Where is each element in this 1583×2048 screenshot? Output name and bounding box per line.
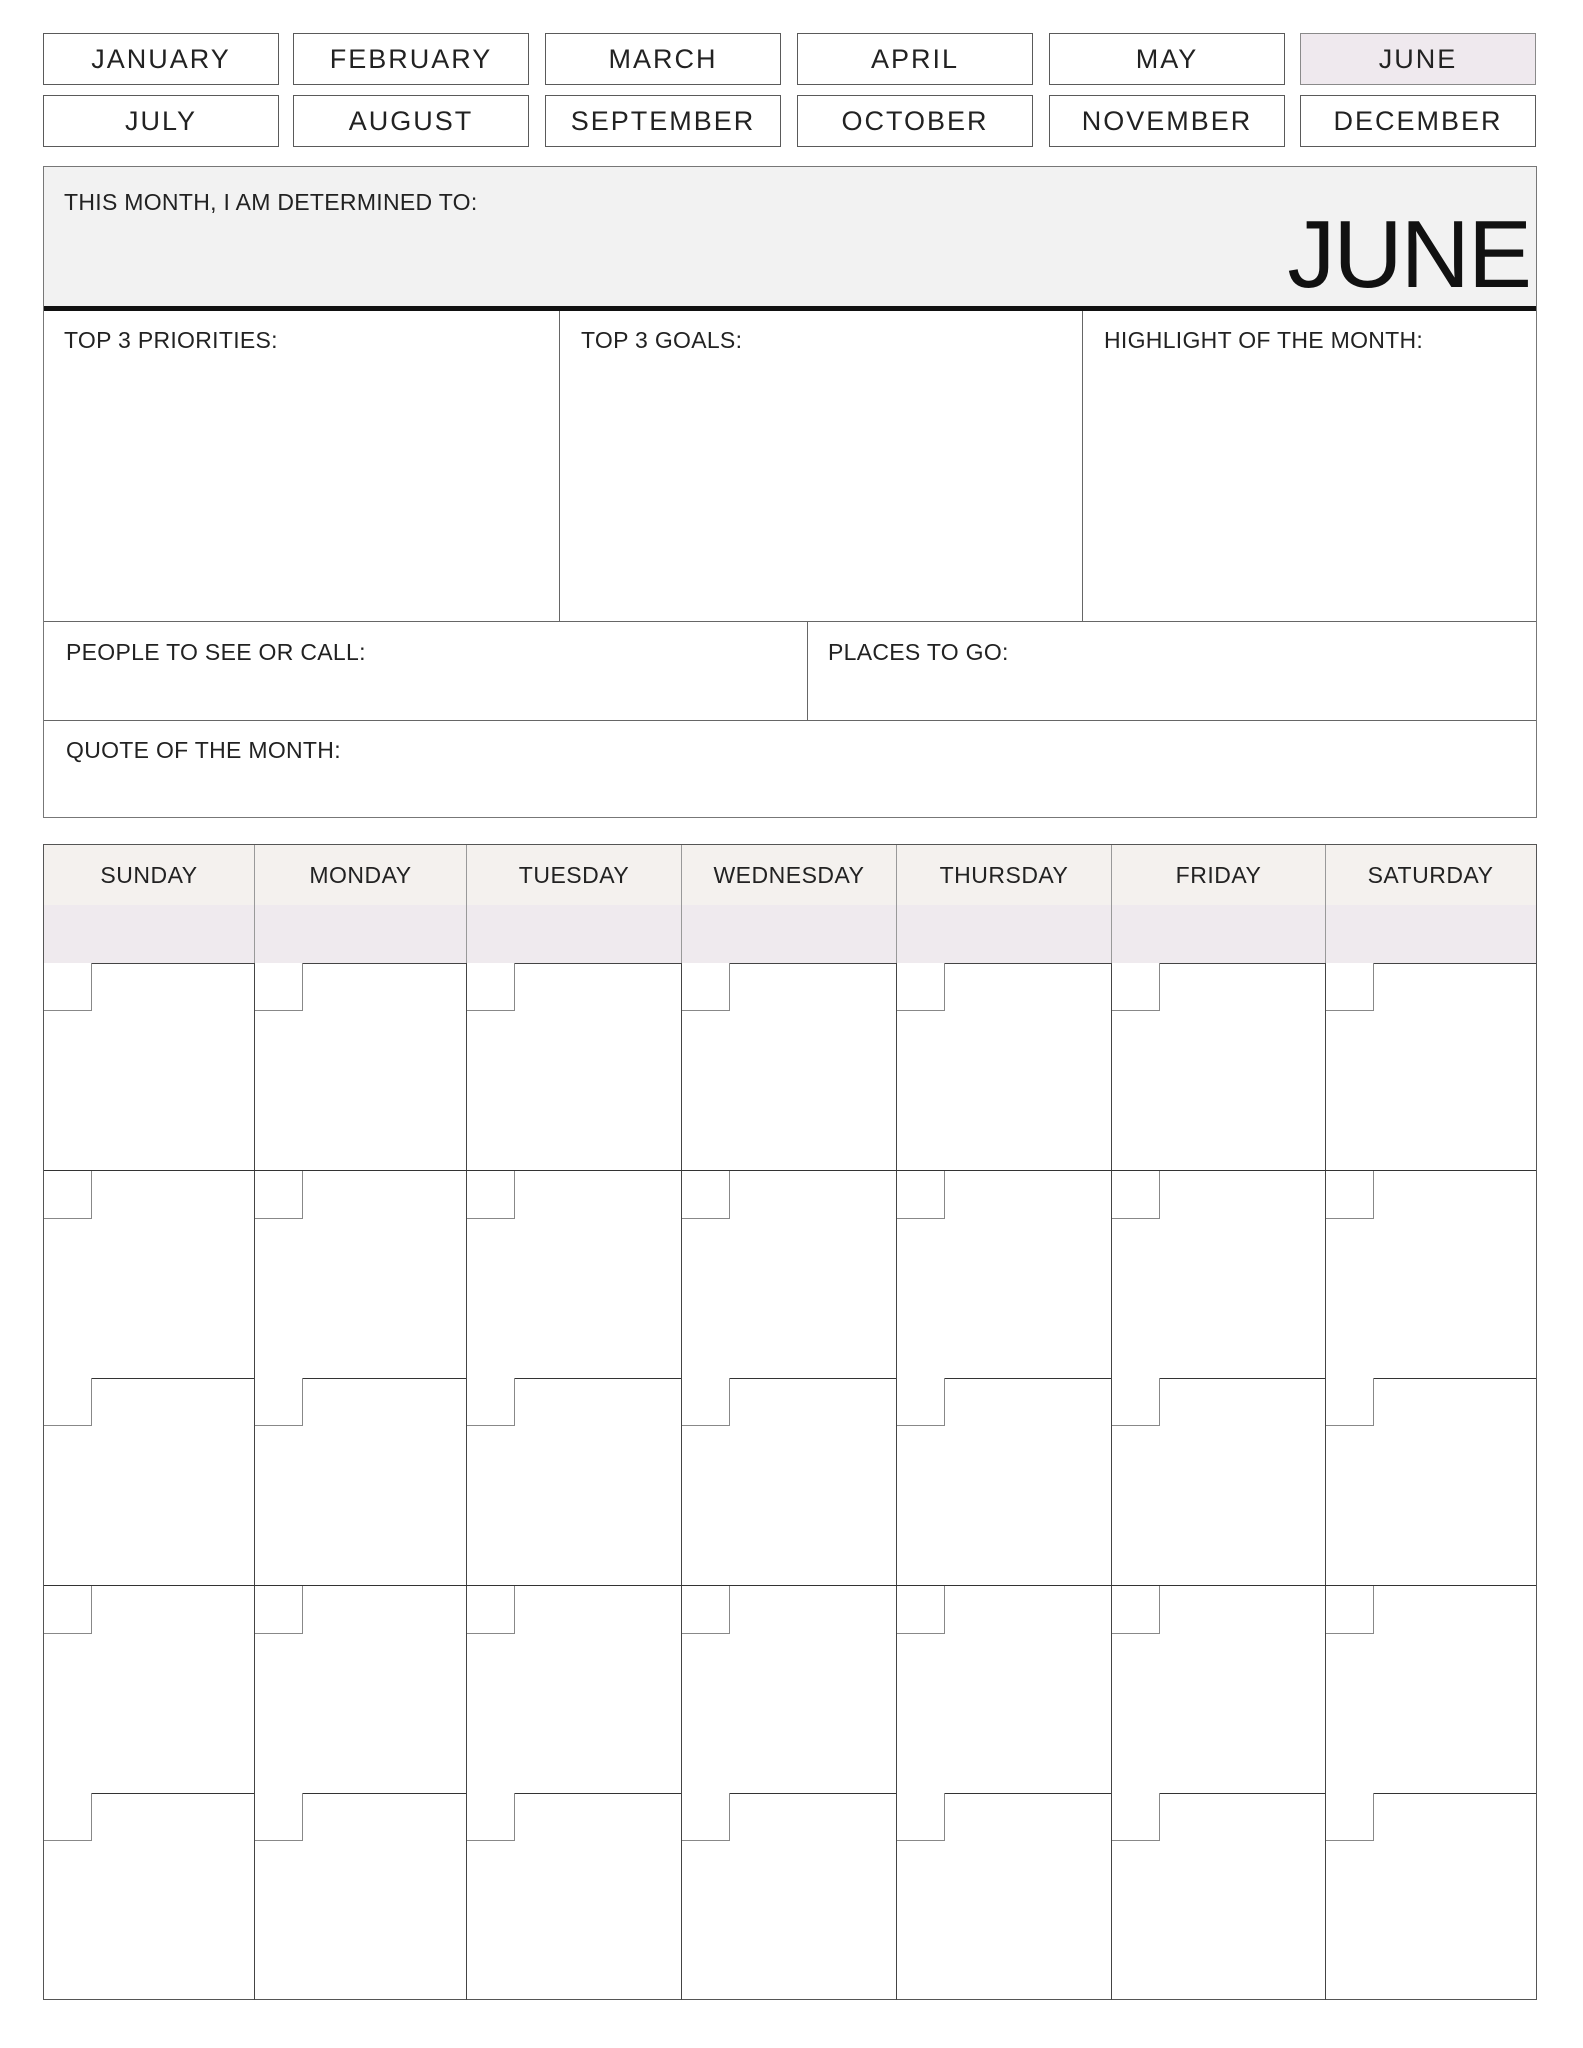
calendar-week-row xyxy=(44,1793,1536,2000)
day-cell[interactable] xyxy=(1326,1171,1535,1378)
month-tab-december[interactable]: DECEMBER xyxy=(1300,95,1536,147)
month-tab-february[interactable]: FEBRUARY xyxy=(293,33,529,85)
date-number-box[interactable] xyxy=(255,1586,303,1634)
date-number-box[interactable] xyxy=(897,1793,945,1841)
day-cell[interactable] xyxy=(44,1171,255,1378)
date-number-box[interactable] xyxy=(682,1378,730,1426)
date-number-box[interactable] xyxy=(44,1586,92,1634)
date-number-box[interactable] xyxy=(1326,963,1374,1011)
date-number-box[interactable] xyxy=(44,1378,92,1426)
shade-cell xyxy=(255,905,467,963)
month-tab-april[interactable]: APRIL xyxy=(797,33,1033,85)
date-number-box[interactable] xyxy=(682,1586,730,1634)
day-cell[interactable] xyxy=(44,1793,255,2000)
date-number-box[interactable] xyxy=(467,1793,515,1841)
shade-cell xyxy=(44,905,255,963)
day-cell[interactable] xyxy=(1112,963,1326,1170)
month-tab-august[interactable]: AUGUST xyxy=(293,95,529,147)
date-number-box[interactable] xyxy=(1112,1171,1160,1219)
divider xyxy=(1082,311,1083,621)
date-number-box[interactable] xyxy=(255,963,303,1011)
day-cell[interactable] xyxy=(467,1171,682,1378)
day-cell[interactable] xyxy=(1326,1793,1535,2000)
date-number-box[interactable] xyxy=(682,1171,730,1219)
day-cell[interactable] xyxy=(1112,1586,1326,1793)
calendar-grid xyxy=(43,844,1537,2000)
people-label: PEOPLE TO SEE OR CALL: xyxy=(66,639,366,665)
date-number-box[interactable] xyxy=(255,1378,303,1426)
month-title: JUNE xyxy=(1287,201,1530,308)
weekday-sunday: SUNDAY xyxy=(44,845,255,905)
shade-cell xyxy=(897,905,1112,963)
calendar-week-row xyxy=(44,1586,1536,1794)
day-cell[interactable] xyxy=(897,1378,1112,1585)
priorities-label: TOP 3 PRIORITIES: xyxy=(64,327,278,353)
divider xyxy=(44,720,1536,721)
day-cell[interactable] xyxy=(44,1586,255,1793)
determined-section[interactable] xyxy=(44,167,1536,311)
month-tab-november[interactable]: NOVEMBER xyxy=(1049,95,1285,147)
date-number-box[interactable] xyxy=(44,1171,92,1219)
weekday-tuesday: TUESDAY xyxy=(467,845,682,905)
date-number-box[interactable] xyxy=(1112,1793,1160,1841)
highlight-label: HIGHLIGHT OF THE MONTH: xyxy=(1104,327,1424,353)
weekday-saturday: SATURDAY xyxy=(1367,861,1494,888)
date-number-box[interactable] xyxy=(44,963,92,1011)
day-cell[interactable] xyxy=(1112,1171,1326,1378)
day-cell[interactable] xyxy=(255,1586,467,1793)
day-cell[interactable] xyxy=(467,1586,682,1793)
month-tab-march[interactable]: MARCH xyxy=(545,33,781,85)
weekday-thursday: THURSDAY xyxy=(897,845,1112,905)
date-number-box[interactable] xyxy=(897,963,945,1011)
day-cell[interactable] xyxy=(255,1378,467,1585)
date-number-box[interactable] xyxy=(1112,1378,1160,1426)
day-cell[interactable] xyxy=(897,1586,1112,1793)
day-cell[interactable] xyxy=(255,1171,467,1378)
date-number-box[interactable] xyxy=(255,1793,303,1841)
goals-label: TOP 3 GOALS: xyxy=(581,327,743,353)
weekday-friday: FRIDAY xyxy=(1112,845,1326,905)
day-cell[interactable] xyxy=(897,1793,1112,2000)
calendar-week-row xyxy=(44,1378,1536,1586)
day-cell[interactable] xyxy=(682,1586,897,1793)
determined-label: THIS MONTH, I AM DETERMINED TO: xyxy=(64,189,478,215)
day-cell[interactable] xyxy=(897,1171,1112,1378)
date-number-box[interactable] xyxy=(467,963,515,1011)
date-number-box[interactable] xyxy=(1326,1586,1374,1634)
day-cell[interactable] xyxy=(467,963,682,1170)
day-cell[interactable] xyxy=(467,1378,682,1585)
day-cell[interactable] xyxy=(44,1378,255,1585)
weekday-header-row xyxy=(44,845,1536,906)
date-number-box[interactable] xyxy=(897,1171,945,1219)
month-tab-september[interactable]: SEPTEMBER xyxy=(545,95,781,147)
date-number-box[interactable] xyxy=(467,1586,515,1634)
shade-cell xyxy=(682,905,897,963)
shade-cell xyxy=(1326,905,1535,963)
date-number-box[interactable] xyxy=(1326,1793,1374,1841)
day-cell[interactable] xyxy=(1326,963,1535,1170)
day-cell[interactable] xyxy=(682,1171,897,1378)
month-tabs xyxy=(43,33,1536,149)
day-cell[interactable] xyxy=(255,963,467,1170)
day-cell[interactable] xyxy=(467,1793,682,2000)
shade-cell xyxy=(1112,905,1326,963)
date-number-box[interactable] xyxy=(255,1171,303,1219)
day-cell[interactable] xyxy=(1326,1586,1535,1793)
month-tab-june[interactable]: JUNE xyxy=(1300,33,1536,85)
divider xyxy=(559,311,560,621)
date-number-box[interactable] xyxy=(897,1586,945,1634)
calendar-week-row xyxy=(44,1171,1536,1379)
date-number-box[interactable] xyxy=(44,1793,92,1841)
calendar-week-row xyxy=(44,963,1536,1171)
day-cell[interactable] xyxy=(1326,1378,1535,1585)
day-cell[interactable] xyxy=(682,963,897,1170)
weekday-wednesday: WEDNESDAY xyxy=(682,845,897,905)
divider xyxy=(44,621,1536,622)
date-number-box[interactable] xyxy=(682,1793,730,1841)
date-number-box[interactable] xyxy=(1326,1171,1374,1219)
date-number-box[interactable] xyxy=(1326,1378,1374,1426)
divider xyxy=(807,621,808,720)
day-cell[interactable] xyxy=(682,1378,897,1585)
date-number-box[interactable] xyxy=(1112,963,1160,1011)
day-cell[interactable] xyxy=(1112,1378,1326,1585)
day-cell[interactable] xyxy=(44,963,255,1170)
places-label: PLACES TO GO: xyxy=(828,639,1009,665)
day-cell[interactable] xyxy=(682,1793,897,2000)
shade-cell xyxy=(467,905,682,963)
date-number-box[interactable] xyxy=(1112,1586,1160,1634)
date-number-box[interactable] xyxy=(682,963,730,1011)
shade-row xyxy=(44,905,1536,964)
monthly-plan xyxy=(43,166,1537,818)
weekday-monday: MONDAY xyxy=(255,845,467,905)
month-tab-may[interactable]: MAY xyxy=(1049,33,1285,85)
day-cell[interactable] xyxy=(1112,1793,1326,2000)
day-cell[interactable] xyxy=(255,1793,467,2000)
date-number-box[interactable] xyxy=(897,1378,945,1426)
quote-label: QUOTE OF THE MONTH: xyxy=(66,737,341,763)
month-tab-july[interactable]: JULY xyxy=(43,95,279,147)
day-cell[interactable] xyxy=(897,963,1112,1170)
date-number-box[interactable] xyxy=(467,1171,515,1219)
date-number-box[interactable] xyxy=(467,1378,515,1426)
month-tab-january[interactable]: JANUARY xyxy=(43,33,279,85)
month-tab-october[interactable]: OCTOBER xyxy=(797,95,1033,147)
